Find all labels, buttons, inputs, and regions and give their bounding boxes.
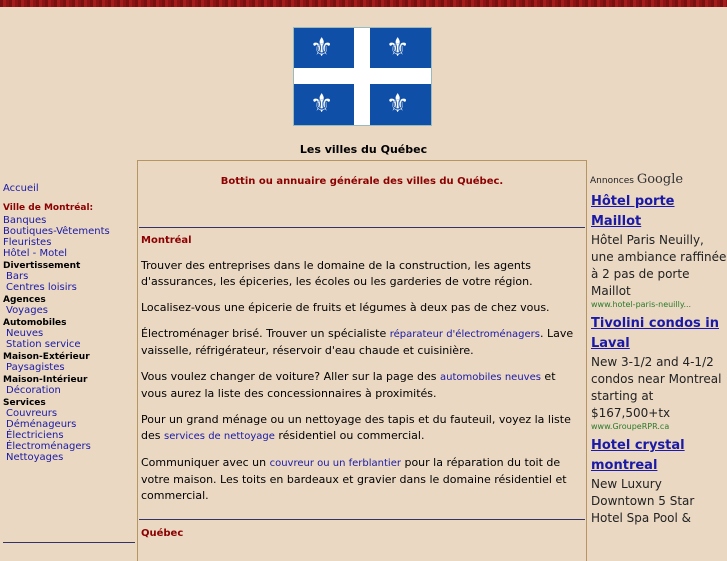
fleur-de-lis-icon: ⚜ (310, 33, 334, 63)
nav-link-decoration[interactable]: Décoration (6, 385, 61, 396)
ad-url-link[interactable]: www.GroupeRPR.ca (591, 422, 670, 431)
paragraph-electromenager: Électroménager brisé. Trouver un spécialiste réparateur d'électroménagers. Lave vaisselle, réfrigérateur, réservoir d'eau chaude et cuisinière. (141, 327, 574, 357)
nav-link-station-service[interactable]: Station service (6, 339, 81, 350)
ad-title-link[interactable]: Tivolini condos in Laval (591, 316, 719, 351)
paragraph-voiture: Vous voulez changer de voiture? Aller sur la page des automobiles neuves et vous aurez la liste des concessionnaires à proximités. (141, 370, 556, 400)
google-logo: Google (636, 172, 684, 187)
ad-item[interactable] (590, 314, 727, 431)
section-divider (139, 227, 585, 228)
ad-item[interactable] (590, 192, 727, 309)
nav-category-maison-interieur: Maison-Intérieur (3, 375, 88, 385)
nav-category-divertissement: Divertissement (3, 261, 81, 271)
nav-link-nettoyages[interactable]: Nettoyages (6, 452, 64, 463)
nav-category-automobiles: Automobiles (3, 318, 67, 328)
nav-link-neuves[interactable]: Neuves (6, 328, 44, 339)
nav-link-fleuristes[interactable]: Fleuristes (3, 237, 52, 248)
ad-text: Hôtel Paris Neuilly, une ambiance raffinée à 2 pas de porte Maillot (591, 233, 727, 298)
nav-link-couvreurs[interactable]: Couvreurs (6, 408, 58, 419)
fleur-de-lis-icon: ⚜ (310, 89, 334, 119)
nav-category-agences: Agences (3, 295, 46, 305)
quebec-flag-image (293, 27, 432, 126)
google-ads-panel (590, 172, 727, 527)
site-title: Les villes du Québec (299, 143, 428, 156)
fleur-de-lis-icon: ⚜ (386, 33, 410, 63)
main-content (137, 160, 587, 561)
paragraph-construction: Trouver des entreprises dans le domaine de la construction, les agents d'assurances, les épiceries, les écoles ou les garderies de votre région. (141, 259, 533, 288)
nav-link-demenageurs[interactable]: Déménageurs (6, 419, 77, 430)
nav-category-maison-exterieur: Maison-Extérieur (3, 352, 90, 362)
link-reparateur-electromenagers[interactable]: réparateur d'électroménagers (389, 329, 540, 340)
nav-link-centres-loisirs[interactable]: Centres loisirs (6, 282, 77, 293)
ad-title-link[interactable]: Hôtel porte Maillot (591, 194, 675, 229)
nav-link-electriciens[interactable]: Électriciens (6, 430, 64, 441)
nav-category-services: Services (3, 398, 46, 408)
paragraph-couvreur: Communiquer avec un couvreur ou un ferblantier pour la réparation du toit de votre maison. Les toits en bardeaux et gravier dans le domaine résidentiel et commercial. (141, 456, 567, 502)
fleur-de-lis-icon: ⚜ (386, 89, 410, 119)
nav-home-link[interactable]: Accueil (3, 183, 39, 194)
ad-url-link[interactable]: www.hotel-paris-neuilly... (591, 300, 692, 309)
top-decorative-bar (0, 0, 727, 7)
nav-link-banques[interactable]: Banques (3, 215, 47, 226)
link-automobiles-neuves[interactable]: automobiles neuves (440, 372, 541, 383)
sidebar-nav (3, 183, 133, 463)
ad-item[interactable] (590, 436, 727, 527)
section-heading-quebec: Québec (141, 528, 184, 539)
nav-city-heading: Ville de Montréal: (3, 203, 94, 213)
link-couvreur-ferblantier[interactable]: couvreur ou un ferblantier (269, 458, 401, 469)
paragraph-epicerie: Localisez-vous une épicerie de fruits et légumes à deux pas de chez vous. (141, 301, 550, 314)
section-divider (139, 519, 585, 520)
page-tagline: Bottin ou annuaire générale des villes du Québec. (220, 176, 504, 187)
ad-text: New Luxury Downtown 5 Star Hotel Spa Pool & (591, 477, 695, 525)
paragraph-nettoyage: Pour un grand ménage ou un nettoyage des tapis et du fauteuil, voyez la liste des services de nettoyage résidentiel ou commercial. (141, 413, 571, 442)
nav-link-bars[interactable]: Bars (6, 271, 29, 282)
nav-link-paysagistes[interactable]: Paysagistes (6, 362, 65, 373)
nav-link-electromenagers[interactable]: Électroménagers (6, 441, 91, 452)
ads-label: Annonces Google (590, 172, 684, 187)
nav-link-hotel[interactable]: Hôtel - Motel (3, 248, 68, 259)
nav-link-boutiques[interactable]: Boutiques-Vêtements (3, 226, 110, 237)
link-services-nettoyage[interactable]: services de nettoyage (163, 431, 275, 442)
montreal-description (141, 258, 581, 514)
ad-title-link[interactable]: Hotel crystal montreal (591, 438, 685, 473)
section-heading-montreal: Montréal (141, 235, 192, 246)
nav-divider (3, 542, 135, 543)
nav-link-voyages[interactable]: Voyages (6, 305, 48, 316)
ad-text: New 3-1/2 and 4-1/2 condos near Montreal starting at $167,500+tx (591, 355, 722, 420)
